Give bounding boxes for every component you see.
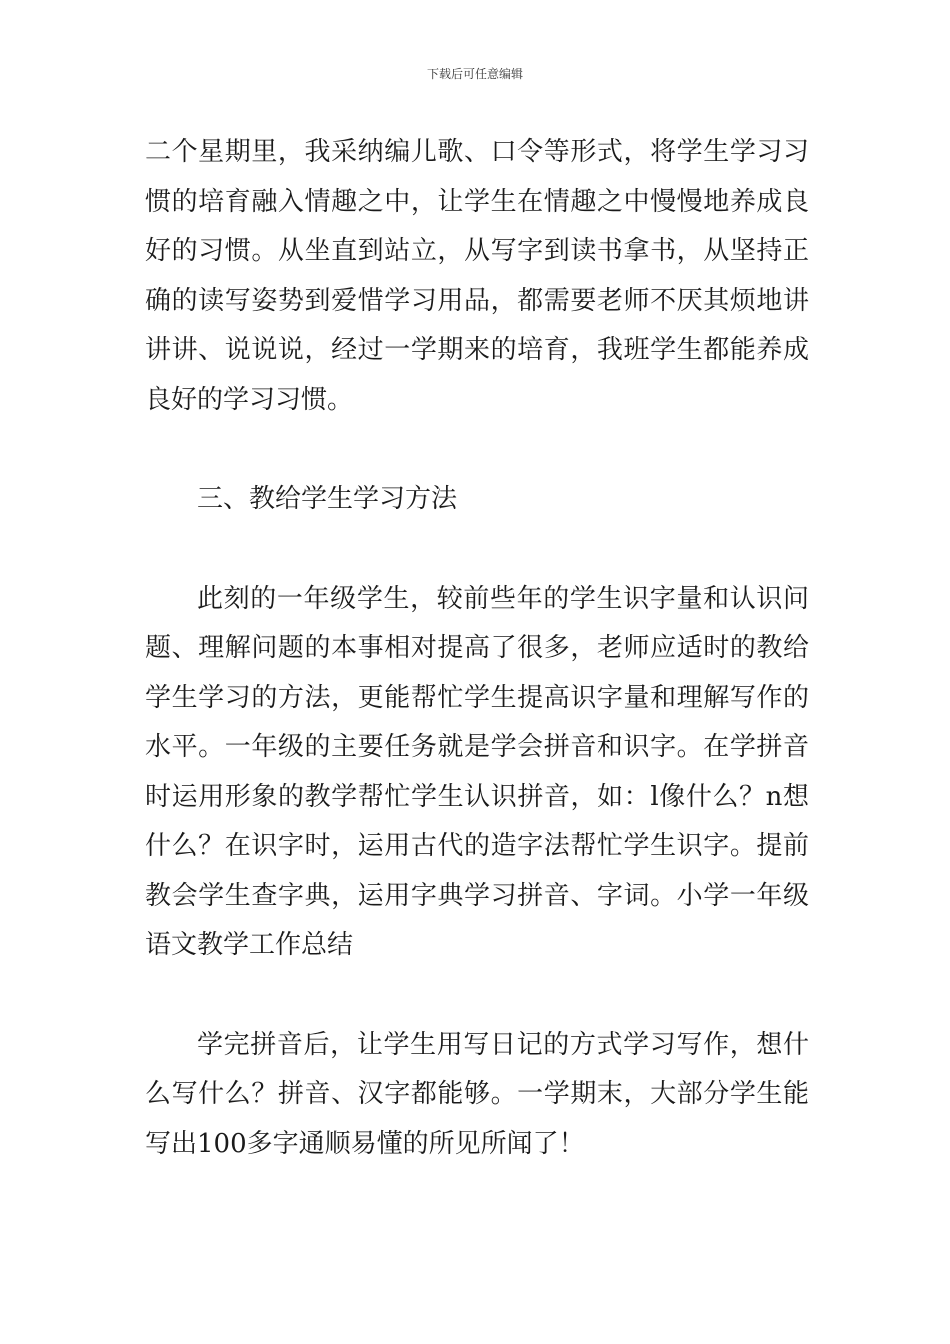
paragraph-methods: 此刻的一年级学生，较前些年的学生识字量和认识问题、理解问题的本事相对提高了很多，老师应适时的教给学生学习的方法，更能帮忙学生提高识字量和理解写作的水平。一年级的主要任务就是学会拼音和识字。在学拼音时运用形象的教学帮忙学生认识拼音，如：l像什么？n想什么？在识字时，运用古代的造字法帮忙学生识字。提前教会学生查字典，运用字典学习拼音、字词。小学一年级语文教学工作总结 [145,583,809,960]
document-body [145,128,809,1169]
paragraph-habits: 二个星期里，我采纳编儿歌、口令等形式，将学生学习习惯的培育融入情趣之中，让学生在情趣之中慢慢地养成良好的习惯。从坐直到站立，从写字到读书拿书，从坚持正确的读写姿势到爱惜学习用品，都需要老师不厌其烦地讲讲讲、说说说，经过一学期来的培育，我班学生都能养成良好的学习习惯。 [145,137,809,415]
section-heading: 三、教给学生学习方法 [197,484,458,514]
page-header: 下载后可任意编辑 [426,67,523,81]
paragraph-writing: 学完拼音后，让学生用写日记的方式学习写作，想什么写什么？拼音、汉字都能够。一学期末，大部分学生能写出100多字通顺易懂的所见所闻了！ [145,1029,809,1159]
